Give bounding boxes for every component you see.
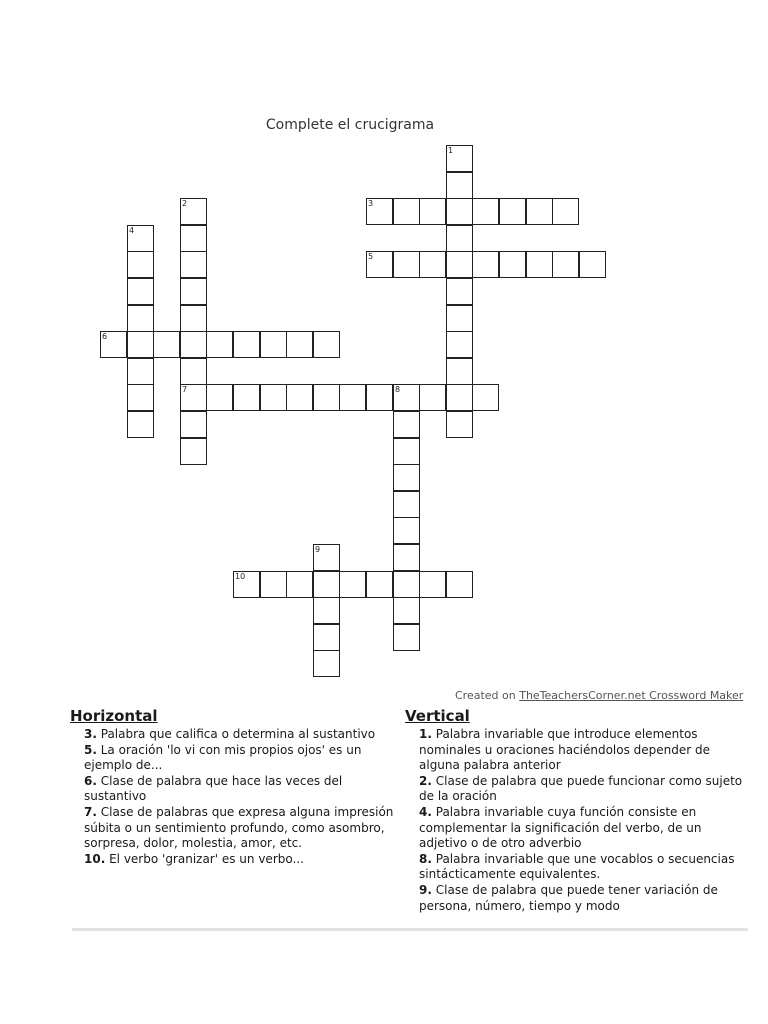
- horizontal-clue: [84, 727, 400, 743]
- crossword-cell[interactable]: [472, 198, 499, 225]
- crossword-cell[interactable]: [313, 597, 340, 624]
- clue-text: Clase de palabras que expresa alguna impresión súbita o un sentimiento profundo, como asombro, sorpresa, dolor, molestia, amor, etc.: [84, 804, 394, 851]
- clue-number: 10: [235, 572, 246, 581]
- crossword-cell[interactable]: [127, 251, 154, 278]
- clue-text: Palabra invariable cuya función consiste en complementar la significación del verbo, de un adjetivo o de otro adverbio: [419, 804, 702, 851]
- crossword-cell[interactable]: [180, 278, 207, 305]
- crossword-cell[interactable]: [393, 251, 420, 278]
- crossword-cell[interactable]: [313, 624, 340, 651]
- vertical-heading: Vertical: [405, 707, 470, 725]
- crossword-cell[interactable]: [366, 251, 393, 278]
- clue-text: La oración 'lo vi con mis propios ojos' es un ejemplo de...: [84, 742, 362, 773]
- clue-number: 7: [182, 385, 188, 394]
- clue-text: Clase de palabra que puede tener variación de persona, número, tiempo y modo: [419, 882, 718, 913]
- crossword-cell[interactable]: [393, 384, 420, 411]
- crossword-cell[interactable]: [419, 384, 446, 411]
- crossword-cell[interactable]: [313, 384, 340, 411]
- clue-number-label: 1.: [419, 727, 432, 741]
- crossword-cell[interactable]: [233, 384, 260, 411]
- crossword-cell[interactable]: [552, 198, 579, 225]
- crossword-cell[interactable]: [499, 198, 526, 225]
- crossword-cell[interactable]: [180, 411, 207, 438]
- clue-number-label: 10.: [84, 851, 106, 866]
- crossword-cell[interactable]: [127, 331, 154, 358]
- crossword-cell[interactable]: [393, 597, 420, 624]
- crossword-cell[interactable]: [419, 571, 446, 598]
- crossword-cell[interactable]: [339, 384, 366, 411]
- clue-number-label: 7.: [84, 804, 97, 819]
- vertical-clue: [419, 805, 745, 852]
- crossword-cell[interactable]: [446, 331, 473, 358]
- clue-text: Palabra invariable que une vocablos o secuencias sintácticamente equivalentes.: [419, 851, 735, 882]
- clue-number-label: 8.: [419, 851, 432, 866]
- page-title: Complete el crucigrama: [265, 117, 435, 133]
- vertical-clue: [419, 727, 745, 774]
- clue-number: 3: [368, 199, 374, 208]
- divider-line: [72, 928, 748, 931]
- clue-text: El verbo 'granizar' es un verbo...: [109, 851, 304, 866]
- crossword-cell[interactable]: [366, 571, 393, 598]
- crossword-cell[interactable]: [446, 358, 473, 385]
- clue-number: 4: [129, 226, 135, 235]
- horizontal-clues: [70, 707, 400, 867]
- crossword-cell[interactable]: [393, 411, 420, 438]
- vertical-clues: [405, 707, 745, 914]
- credit-link[interactable]: TheTeachersCorner.net Crossword Maker: [519, 689, 744, 702]
- crossword-cell[interactable]: [180, 331, 207, 358]
- crossword-cell[interactable]: [393, 198, 420, 225]
- clue-number: 8: [395, 385, 401, 394]
- clue-number-label: 4.: [419, 804, 432, 819]
- crossword-cell[interactable]: [180, 198, 207, 225]
- vertical-clue: [419, 883, 745, 914]
- crossword-cell[interactable]: [393, 491, 420, 518]
- crossword-cell[interactable]: [180, 251, 207, 278]
- crossword-cell[interactable]: [180, 358, 207, 385]
- crossword-cell[interactable]: [339, 571, 366, 598]
- crossword-cell[interactable]: [153, 331, 180, 358]
- crossword-cell[interactable]: [100, 331, 127, 358]
- crossword-cell[interactable]: [366, 198, 393, 225]
- crossword-cell[interactable]: [552, 251, 579, 278]
- clue-number: 5: [368, 252, 374, 261]
- horizontal-clue: [84, 743, 400, 774]
- credit-line: [455, 689, 743, 702]
- crossword-cell[interactable]: [313, 650, 340, 677]
- crossword-cell[interactable]: [180, 438, 207, 465]
- crossword-cell[interactable]: [446, 198, 473, 225]
- crossword-cell[interactable]: [579, 251, 606, 278]
- crossword-cell[interactable]: [446, 278, 473, 305]
- crossword-cell[interactable]: [260, 571, 287, 598]
- crossword-cell[interactable]: [419, 251, 446, 278]
- crossword-cell[interactable]: [393, 517, 420, 544]
- clue-number: 9: [315, 545, 321, 554]
- crossword-cell[interactable]: [127, 278, 154, 305]
- clue-number-label: 9.: [419, 882, 432, 897]
- clue-number-label: 6.: [84, 773, 97, 788]
- crossword-cell[interactable]: [446, 305, 473, 332]
- crossword-cell[interactable]: [446, 411, 473, 438]
- crossword-cell[interactable]: [180, 384, 207, 411]
- crossword-cell[interactable]: [127, 358, 154, 385]
- horizontal-clue: [84, 805, 400, 852]
- crossword-cell[interactable]: [260, 331, 287, 358]
- clue-text: Clase de palabra que puede funcionar como sujeto de la oración: [419, 773, 743, 804]
- crossword-cell[interactable]: [393, 624, 420, 651]
- crossword-cell[interactable]: [233, 331, 260, 358]
- crossword-cell[interactable]: [127, 384, 154, 411]
- vertical-clue: [419, 852, 745, 883]
- crossword-cell[interactable]: [286, 384, 313, 411]
- clue-number-label: 5.: [84, 742, 97, 757]
- crossword-cell[interactable]: [206, 331, 233, 358]
- horizontal-clue: [84, 774, 400, 805]
- crossword-cell[interactable]: [127, 225, 154, 252]
- crossword-cell[interactable]: [233, 571, 260, 598]
- crossword-cell[interactable]: [472, 384, 499, 411]
- crossword-cell[interactable]: [260, 384, 287, 411]
- crossword-cell[interactable]: [366, 384, 393, 411]
- crossword-cell[interactable]: [206, 384, 233, 411]
- crossword-cell[interactable]: [446, 225, 473, 252]
- crossword-cell[interactable]: [393, 464, 420, 491]
- horizontal-heading: Horizontal: [70, 707, 158, 725]
- crossword-cell[interactable]: [446, 172, 473, 199]
- clue-number: 1: [448, 146, 454, 155]
- crossword-cell[interactable]: [446, 145, 473, 172]
- crossword-cell[interactable]: [446, 384, 473, 411]
- credit-prefix: Created on: [455, 689, 520, 702]
- clue-number-label: 3.: [84, 727, 97, 741]
- clue-text: Clase de palabra que hace las veces del sustantivo: [84, 773, 343, 804]
- crossword-cell[interactable]: [472, 251, 499, 278]
- clue-number-label: 2.: [419, 773, 432, 788]
- clue-text: Palabra que califica o determina al sustantivo: [100, 727, 376, 741]
- crossword-cell[interactable]: [127, 305, 154, 332]
- crossword-cell[interactable]: [419, 198, 446, 225]
- crossword-cell[interactable]: [180, 225, 207, 252]
- clue-text: Palabra invariable que introduce elementos nominales u oraciones haciéndolos depender de alguna palabra anterior: [419, 727, 711, 773]
- crossword-cell[interactable]: [446, 571, 473, 598]
- vertical-clue: [419, 774, 745, 805]
- crossword-cell[interactable]: [446, 251, 473, 278]
- crossword-cell[interactable]: [393, 438, 420, 465]
- crossword-cell[interactable]: [313, 331, 340, 358]
- crossword-cell[interactable]: [393, 571, 420, 598]
- crossword-cell[interactable]: [286, 331, 313, 358]
- crossword-cell[interactable]: [313, 544, 340, 571]
- crossword-cell[interactable]: [499, 251, 526, 278]
- crossword-cell[interactable]: [526, 251, 553, 278]
- crossword-cell[interactable]: [526, 198, 553, 225]
- clue-number: 2: [182, 199, 188, 208]
- crossword-cell[interactable]: [127, 411, 154, 438]
- clue-number: 6: [102, 332, 108, 341]
- crossword-cell[interactable]: [393, 544, 420, 571]
- crossword-cell[interactable]: [180, 305, 207, 332]
- crossword-cell[interactable]: [313, 571, 340, 598]
- horizontal-clue: [84, 852, 400, 868]
- crossword-cell[interactable]: [286, 571, 313, 598]
